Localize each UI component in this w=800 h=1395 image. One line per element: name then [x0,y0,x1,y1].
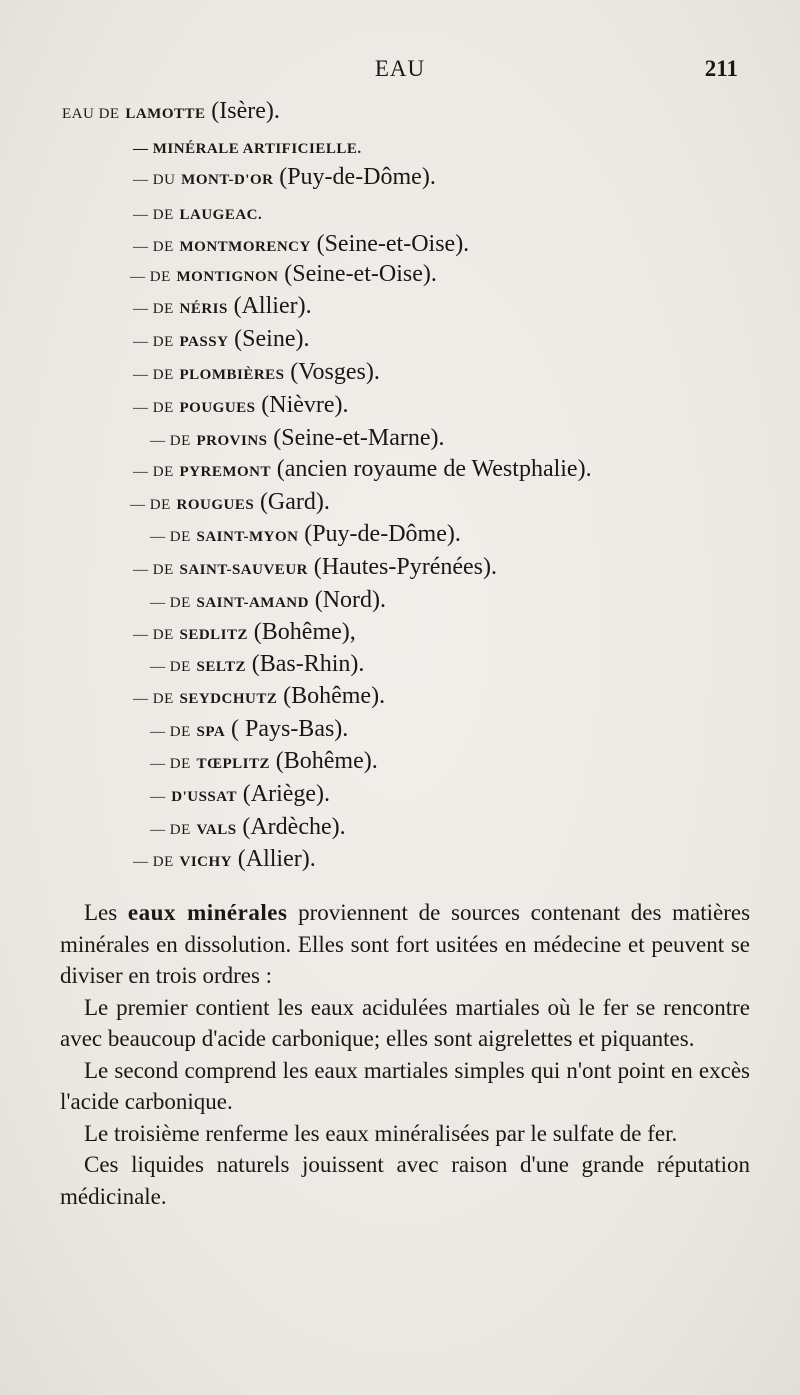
list-item: — DE TŒPLITZ (Bohême). [150,748,378,774]
list-item: — DE PYREMONT (ancien royaume de Westphalie). [133,456,592,482]
list-item: — DE MONTMORENCY (Seine-et-Oise). [133,231,470,257]
paragraph: Les eaux minérales proviennent de sources contenant des matières minérales en dissolution. Elles sont fort usitées en médecine et peuvent se diviser en trois ordres : [60,900,751,988]
list-item: — DE SEYDCHUTZ (Bohême). [133,683,386,709]
list-item: — DE VICHY (Allier). [133,846,316,872]
list-item: — DE MONTIGNON (Seine-et-Oise). [130,261,437,287]
list-item: — DE SAINT-AMAND (Nord). [150,587,387,613]
list-item: — DE VALS (Ardèche). [150,814,346,840]
list-item: — DE SAINT-SAUVEUR (Hautes-Pyrénées). [133,554,497,580]
paragraph: Le troisième renferme les eaux minéralisées par le sulfate de fer. [84,1120,678,1146]
paragraph: Le second comprend les eaux martiales simples qui n'ont point en excès l'acide carbonique. [60,1057,750,1114]
list-item: — DE SELTZ (Bas-Rhin). [150,651,365,677]
list-item: — MINÉRALE ARTIFICIELLE. [133,141,362,157]
list-item: — DE ROUGUES (Gard). [130,489,330,515]
list-item: — DE SPA ( Pays-Bas). [150,716,349,742]
list-item: — DE LAUGEAC. [133,207,263,223]
header-title: EAU [374,56,426,81]
list-item: — DE PLOMBIÈRES (Vosges). [133,359,380,385]
paragraph: Le premier contient les eaux acidulées martiales où le fer se rencontre avec beaucoup d'acide carbonique; elles sont aigrelettes et piquantes. [60,994,750,1051]
list-item: — DE SAINT-MYON (Puy-de-Dôme). [150,521,461,547]
list-item: — DE SEDLITZ (Bohême), [133,619,356,645]
list-item: — DE POUGUES (Nièvre). [133,392,349,418]
list-item: EAU DE LAMOTTE (Isère). [62,98,280,124]
page-number: 211 [704,56,738,81]
paragraph: Ces liquides naturels jouissent avec raison d'une grande réputation médicinale. [60,1152,750,1209]
list-item: — DE PROVINS (Seine-et-Marne). [150,425,445,451]
list-item: — D'USSAT (Ariège). [150,781,331,807]
list-item: — DE PASSY (Seine). [133,326,310,352]
bold-term: eaux minérales [127,900,288,925]
list-item: — DE NÉRIS (Allier). [133,293,312,319]
body-text [60,897,750,1212]
list-item: — DU MONT-D'OR (Puy-de-Dôme). [133,164,436,190]
running-header [0,56,800,92]
